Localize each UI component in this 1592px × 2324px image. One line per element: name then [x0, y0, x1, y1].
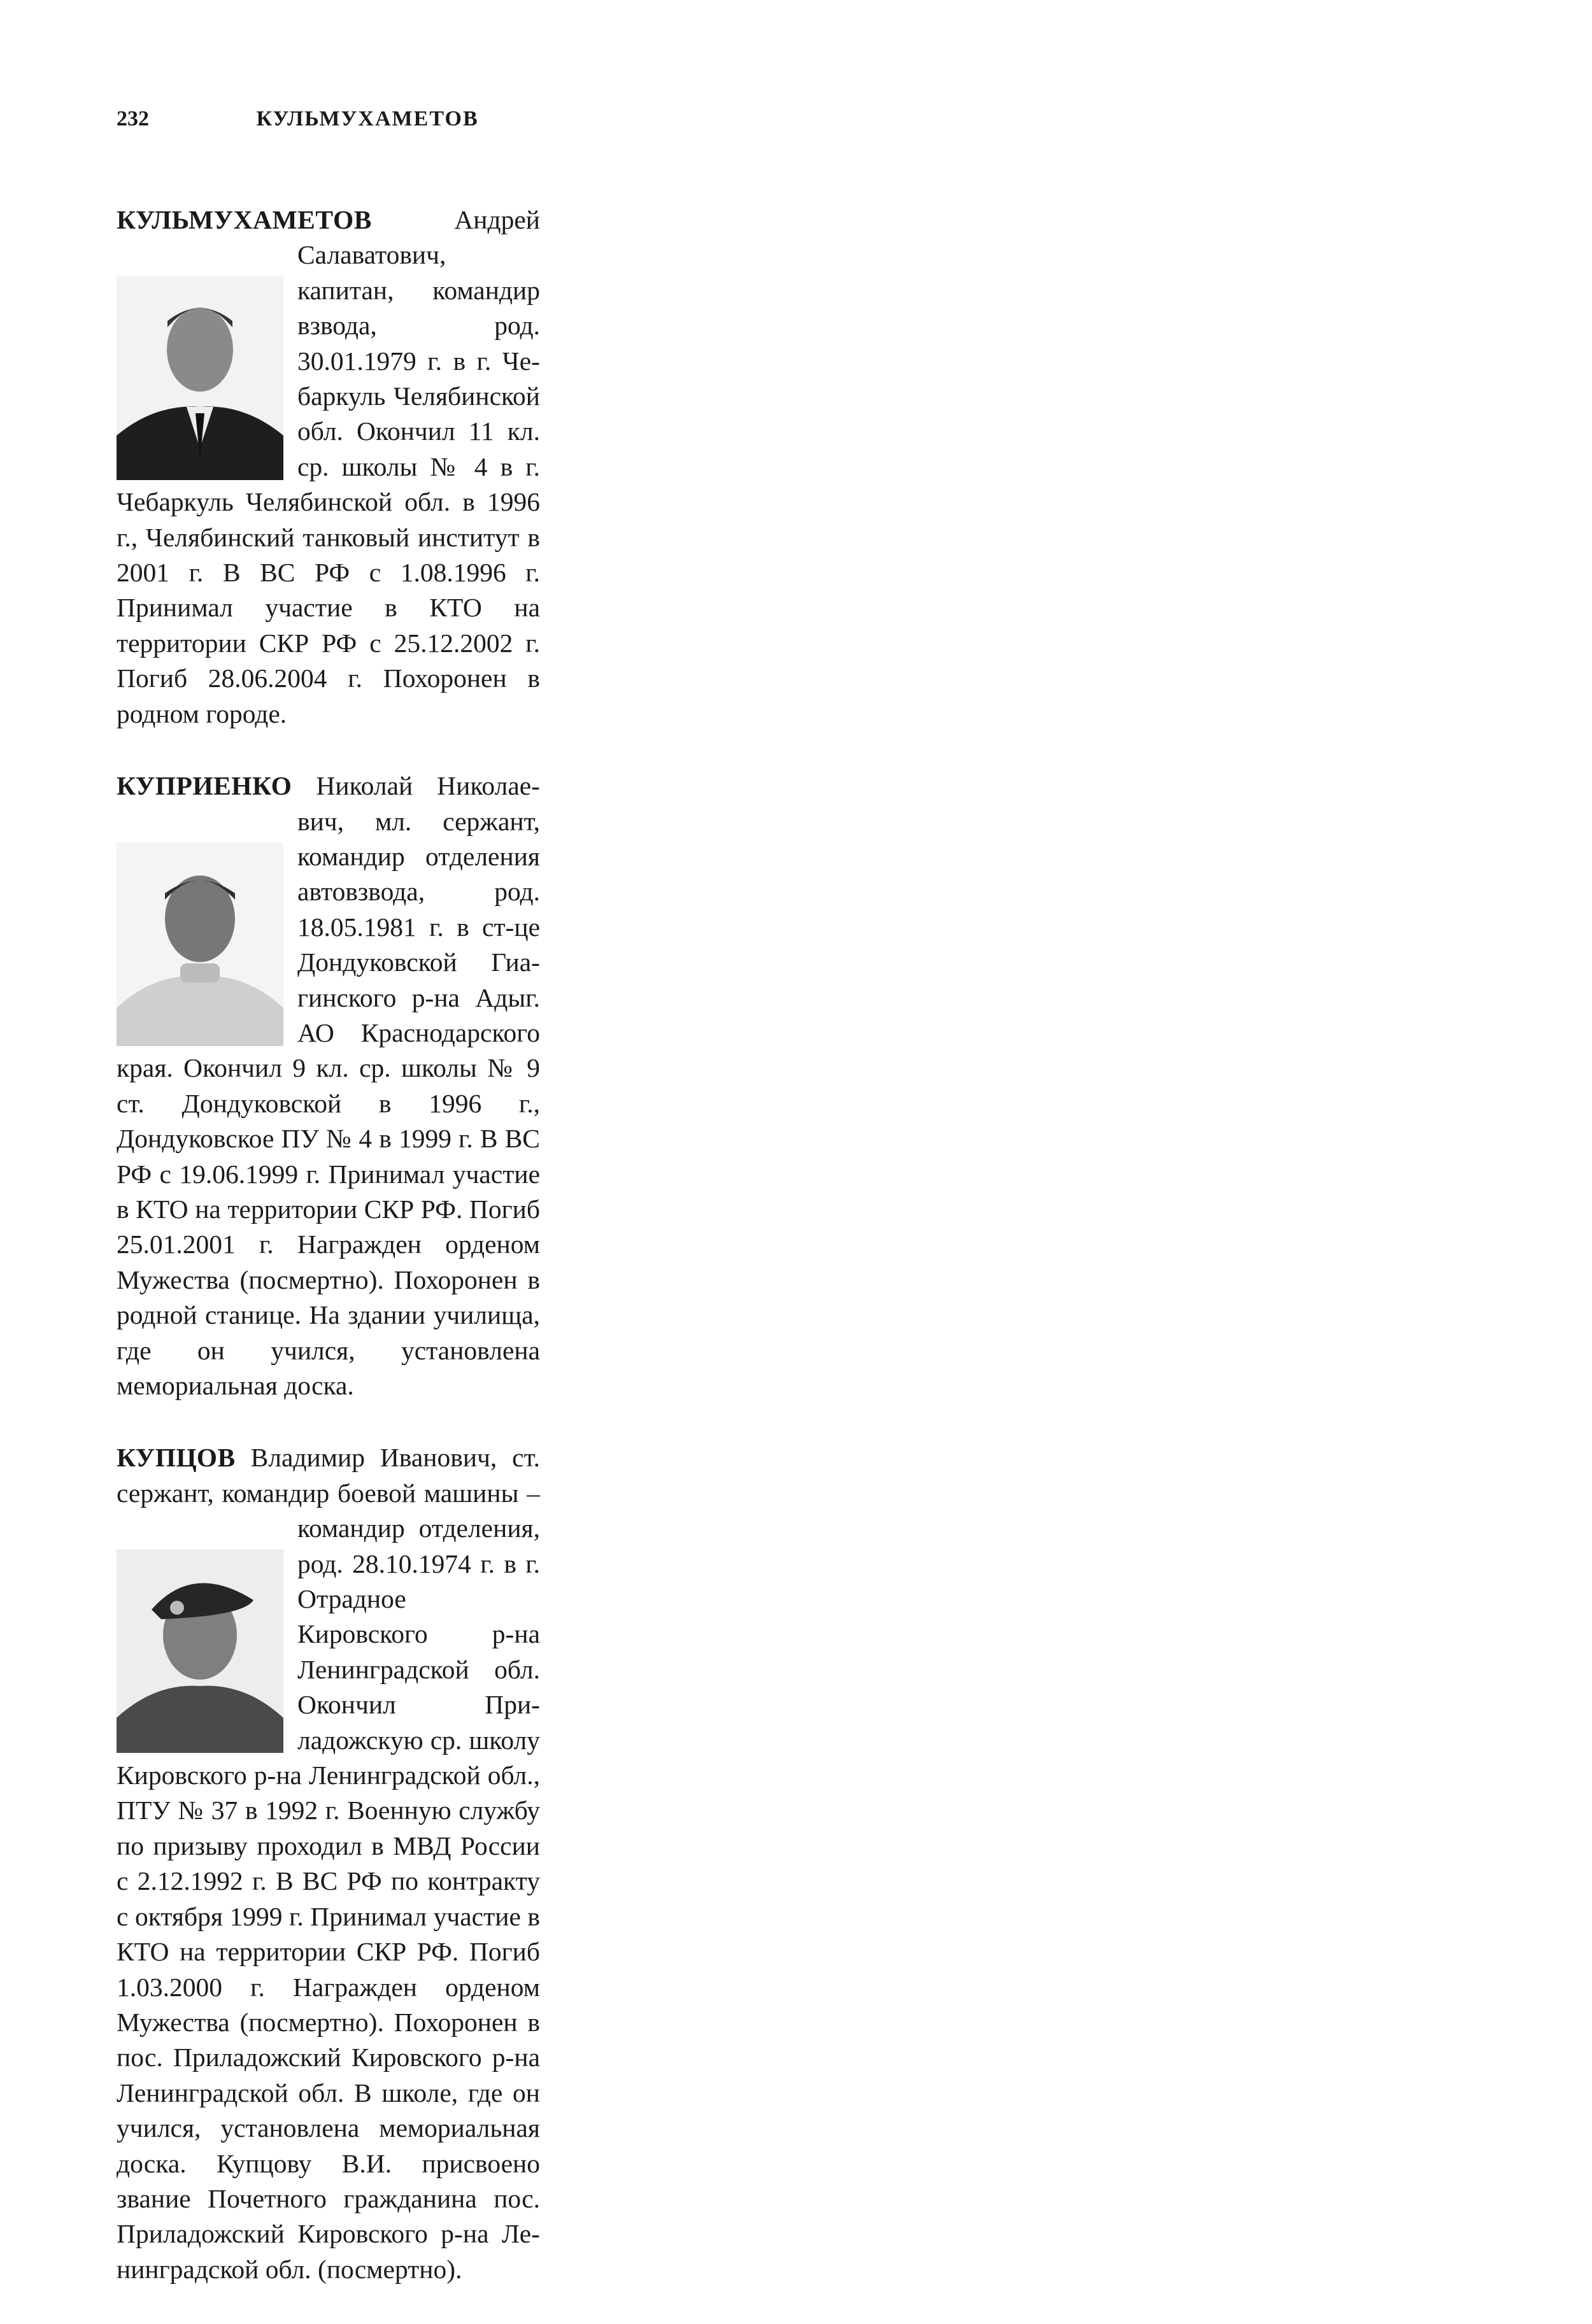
entry-text: Владимир Иванович, ст. сержант, командир боевой машины – командир отделения, род. 28.10.1974 г. в г. Отрадное Кировского р-на Ленинградской обл. Окончил Приладожскую ср. школу Кировского р-на Ленинградской обл., ПТУ № 37 в 1992 г. Военную службу по призыву проходил в МВД России с 2.12.1992 г. В ВС РФ по контракту с октября 1999 г. Принимал участие в КТО на территории СКР РФ. Погиб 1.03.2000 г. Награжден орденом Мужества (посмертно). Похоронен в пос. Приладожский Кировского р-на Ленинградской обл. В школе, где он учился, установлена мемориальная доска. Купцову В.И. присвоено звание Почетного гражданина пос. Приладожский Кировского р-на Ленинградской обл. (посмертно). [117, 1443, 540, 2284]
entry-surname: КУПРИЕНКО [117, 771, 292, 801]
portrait-photo [117, 276, 283, 480]
running-head [117, 107, 479, 131]
entry-text: Николай Николаевич, мл. сержант, командир отделения автовзвода, род. 18.05.1981 г. в ст-це Дондуковской Гиагинского р-на Адыг. АО Краснодарского края. Окончил 9 кл. ср. школы № 9 ст. Дондуковской в 1996 г., Дондуковское ПУ № 4 в 1999 г. В ВС РФ с 19.06.1999 г. Принимал участие в КТО на территории СКР РФ. Погиб 25.01.2001 г. Награжден орденом Мужества (посмертно). Похоронен в родной станице. На здании училища, где он учился, установлена мемориальная доска. [117, 771, 540, 1400]
portrait-officer-icon [117, 276, 283, 480]
running-title: КУЛЬМУХАМЕТОВ [256, 107, 479, 131]
column-1 [117, 202, 540, 2324]
portrait-photo [117, 842, 283, 1046]
entry-kuptsov [117, 1440, 540, 2287]
entry-surname: КУЛЬМУХАМЕТОВ [117, 205, 372, 234]
portrait-sweater-icon [117, 842, 283, 1046]
entry-text: Андрей Салаватович, капитан, командир взвода, род. 30.01.1979 г. в г. Чебаркуль Челябинской обл. Окончил 11 кл. ср. школы № 4 в г. Чебаркуль Челябинской обл. в 1996 г., Челябинский танковый институт в 2001 г. В ВС РФ с 1.08.1996 г. Принимал участие в КТО на территории СКР РФ с 25.12.2002 г. Погиб 28.06.2004 г. Похоронен в родном городе. [117, 205, 540, 728]
page-number: 232 [117, 107, 149, 131]
entry-kulmukhametov [117, 202, 540, 732]
portrait-beret-icon [117, 1549, 283, 1753]
entry-kuprienko [117, 769, 540, 1403]
entry-surname: КУПЦОВ [117, 1443, 236, 1473]
portrait-photo [117, 1549, 283, 1753]
